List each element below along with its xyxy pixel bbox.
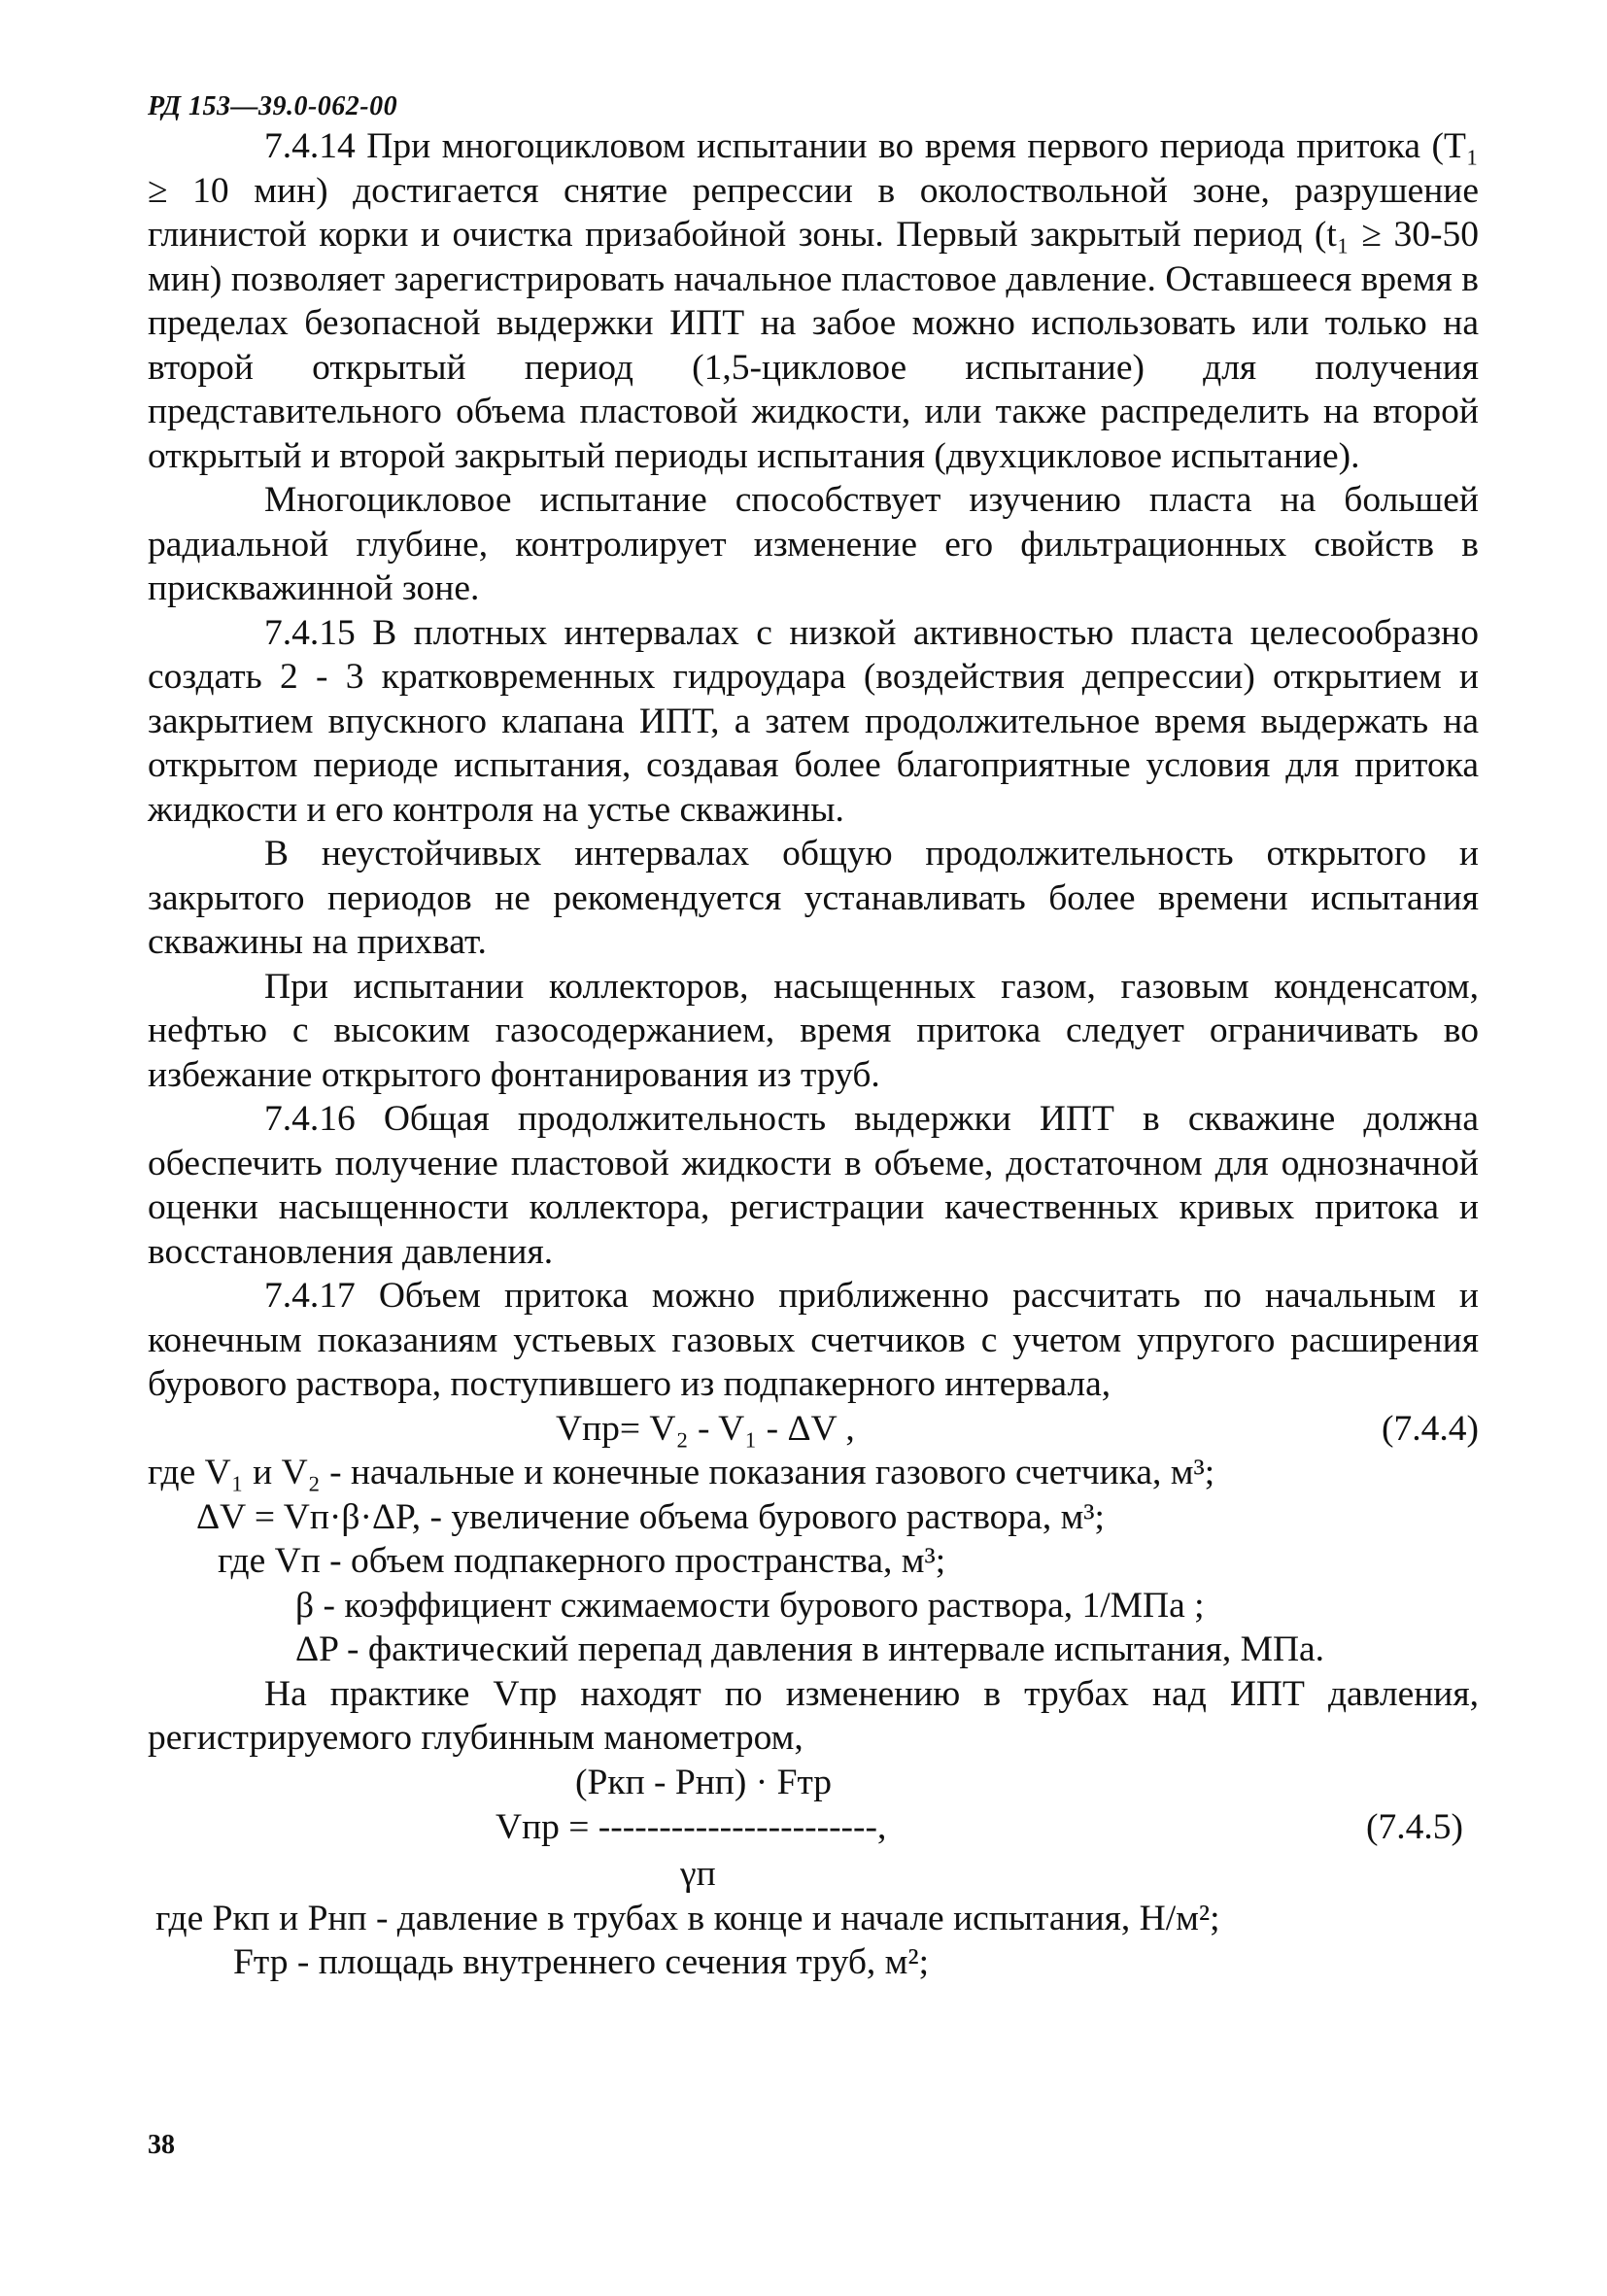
formula-definitions-1 [148, 1451, 1479, 1672]
definition-line: ΔP - фактический перепад давления в интервале испытания, МПа. [295, 1629, 1325, 1669]
definition-line: где V₁ и V₂ - начальные и конечные показания газового счетчика, м³; [148, 1453, 1215, 1492]
document-code-header: РД 153—39.0-062-00 [148, 91, 398, 121]
formula-lhs: Vпр = -----------------------, [496, 1806, 887, 1847]
formula-number: (7.4.5) [1366, 1806, 1463, 1847]
definition-line: Fтр - площадь внутреннего сечения труб, м²; [233, 1942, 930, 1982]
definition-line: где Vп - объем подпакерного пространства, м³; [218, 1541, 946, 1581]
definition-line: где Pкп и Pнп - давление в трубах в конце и начале испытания, Н/м²; [155, 1898, 1220, 1938]
formula-7-4-4 [148, 1407, 1479, 1452]
formula-denominator: γп [680, 1853, 716, 1894]
formula-number: (7.4.4) [1382, 1408, 1479, 1449]
definition-line: ΔV = Vп·β·ΔP, - увеличение объема бурового раствора, м³; [196, 1496, 1105, 1537]
body-text [148, 124, 1479, 1985]
paragraph-7-4-14: 7.4.14 При многоцикловом испытании во время первого периода притока (T₁ ≥ 10 мин) достигается снятие репрессии в околоствольной зоне, разрушение глинистой корки и очистка призабойной зоны. Первый закрытый период (t₁ ≥ 30-50 мин) позволяет зарегистрировать начальное пластовое давление. Оставшееся время в пределах безопасной выдержки ИПТ на забое можно использовать или только на второй открытый период (1,5-цикловое испытание) для получения представительного объема пластовой жидкости, или также распределить на второй открытый и второй закрытый периоды испытания (двухцикловое испытание). [148, 126, 1479, 476]
paragraph-7-4-16: 7.4.16 Общая продолжительность выдержки ИПТ в скважине должна обеспечить получение пластовой жидкости в объеме, достаточном для однозначной оценки насыщенности коллектора, регистрации качественных кривых притока и восстановления давления. [148, 1099, 1479, 1272]
paragraph-7-4-15: 7.4.15 В плотных интервалах с низкой активностью пласта целесообразно создать 2 - 3 кратковременных гидроудара (воздействия депрессии) открытием и закрытием впускного клапана ИПТ, а затем продолжительное время выдержать на открытом периоде испытания, создавая более благоприятные условия для притока жидкости и его контроля на устье скважины. [148, 612, 1479, 830]
paragraph-7-4-17: 7.4.17 Объем притока можно приближенно рассчитать по начальным и конечным показаниям устьевых газовых счетчиков с учетом упругого расширения бурового раствора, поступившего из подпакерного интервала, [148, 1276, 1479, 1404]
paragraph-gas-collectors: При испытании коллекторов, насыщенных газом, газовым конденсатом, нефтью с высоким газосодержанием, время притока следует ограничивать во избежание открытого фонтанирования из труб. [148, 966, 1479, 1095]
paragraph-unstable-intervals: В неустойчивых интервалах общую продолжительность открытого и закрытого периодов не рекомендуется устанавливать более времени испытания скважины на прихват. [148, 834, 1479, 962]
formula-7-4-5 [148, 1761, 1479, 1897]
page-number: 38 [148, 2130, 175, 2160]
definition-line: β - коэффициент сжимаемости бурового раствора, 1/МПа ; [295, 1585, 1205, 1626]
paragraph-multicycle: Многоцикловое испытание способствует изучению пласта на большей радиальной глубине, контролирует изменение его фильтрационных свойств в прискважинной зоне. [148, 480, 1479, 608]
formula-numerator: (Pкп - Pнп) · Fтр [575, 1762, 833, 1802]
formula-expression: Vпр= V₂ - V₁ - ΔV , [556, 1408, 855, 1449]
paragraph-practice: На практике Vпр находят по изменению в трубах над ИПТ давления, регистрируемого глубинным манометром, [148, 1673, 1479, 1758]
formula-definitions-2 [148, 1897, 1479, 1985]
